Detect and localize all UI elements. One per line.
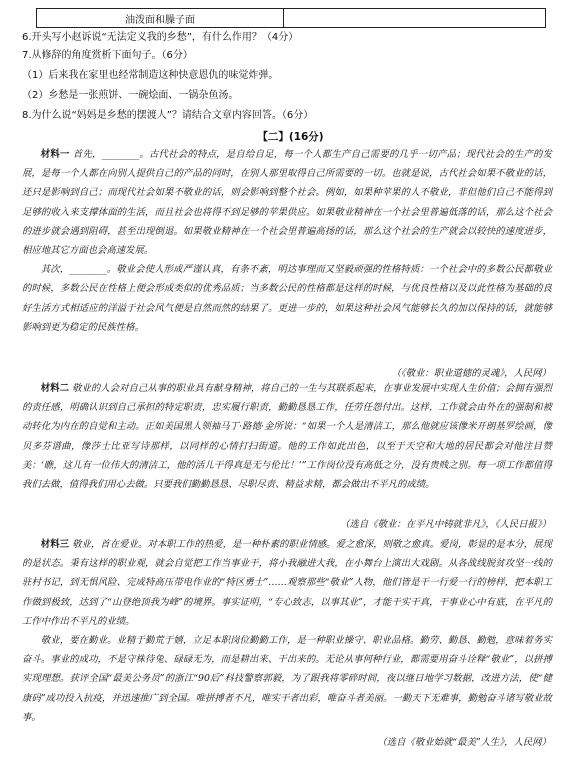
paragraph: 首先，________。古代社会的特点，是自给自足，每一个人都生产自己需要的几乎一切产品；现代社会的生产的发展，是每一个人都在向别人提供自己的产品的同时，在别人那里取得自己所需要的一切。也就是说，古代社会如果不敬业的话，还只是影响到自己；而现代社会如果不敬业的话，则会影响到整个社会。例如，如果种苹果的人不敬业，非但他们自己不能得到足够的收入来支撑体面的生活，而且社会也将得不到足够的苹果供应。如果敬业精神在一个社会里普遍低落的话，那么这个社会的进步就会遇到阻碍，甚至出现倒退。如果敬业精神在一个社会里普遍高扬的话，那么这个社会的生产就会以较快的速度进步，相应地其它方面也会高速发展。: [22, 149, 552, 257]
paragraph: 敬业，首在爱业。对本职工作的热爱，是一种朴素的职业情感。爱之愈深，则敬之愈真。爱岗，彰显的是本分，展现的是状态。秉有这样的职业观，就会自觉把工作当事业干，将小我融进大我，在小舞台上演出大戏剧。从各战线脱贫攻坚一线的驻村书记，到无惧风险、完成特高压带电作业的“特区勇士”……观察那些“敬业”人物，他们皆是干一行爱一行的榜样，把本职工作做到极致，达到了“山登绝顶我为峰”的境界。事实证明，“专心致志，以事其业”，才能干实干真，干事业心中有底，在平凡的工作中作出不平凡的业绩。: [22, 539, 552, 627]
question-7-item-1: （1）后来我在家里也经常制造这种快意恩仇的味觉炸弹。: [22, 70, 279, 81]
answer-table-row: [36, 8, 546, 28]
source-citation: （《敬业：职业道德的灵魂》，人民网）: [391, 368, 551, 379]
paragraph: 敬业，要在勤业。业精于勤荒于嬉，立足本职岗位勤勤工作，是一种职业操守、职业品格。勤劳、勤恳、勤勉，意味着务实奋斗。事业的成功，不是守株待兔、碌碌无为，而是耕出来、干出来的。无论从事何种行业，都需要用奋斗诠释“敬业”，以拼搏实现理想。获评全国“最美公务员”的浙江“90后”科技警察郭毅，为了跟我将零碎时间，夜以继日地学习数据，改进方法，使“健康码”成功投入抗疫，并迅速推广到全国。唯拼搏者不凡，唯实干者出彩，唯奋斗者美丽。一勤天下无难事，勤勉奋斗诸写敬业故事。: [22, 635, 552, 723]
question-6: 6.开头写小赵诉说“无法定义我的乡愁”，有什么作用？（4分）: [22, 32, 299, 43]
source-citation: （选自《敬业：在平凡中铸就非凡》，《人民日报》）: [340, 519, 551, 530]
question-7: 7.从修辞的角度赏析下面句子。（6分）: [22, 50, 193, 61]
material-label: 材料二: [40, 383, 70, 394]
material-3: [22, 535, 552, 727]
question-8: 8.为什么说“妈妈是乡愁的摆渡人”？请结合文章内容回答。（6分）: [22, 110, 314, 121]
table-cell: 油泼面和臊子面: [37, 9, 284, 27]
section-title: 【二】(16分): [257, 131, 324, 143]
paragraph: 其次，________。敬业会使人形成严谨认真，有条不紊，明达事理而又坚毅顽强的性格特质：一个社会中的多数公民都敬业的时候，多数公民在性格上便会形成类似的优秀品质；当多数公民的性格都是这样的时候，与优良性格以及以此性格为基础的良好生活方式相适应的洋溢于社会风气便是自然而然的结果了。更进一步的，如果这种社会风气能够长久的加以保持的话，就能够影响到更为稳定的民族性格。: [22, 264, 552, 333]
material-label: 材料一: [40, 149, 70, 160]
material-1: [22, 145, 552, 337]
paragraph: 敬业的人会对自己从事的职业具有献身精神，将自己的一生与其联系起来，在事业发展中实现人生价值；会拥有强烈的责任感，明确认识到自己承担的特定职责，忠实履行职责，勤勤恳恳工作，任劳任怨付出。这样，工作就会由外在的强制和被动转化为内在的自觉和主动。正如美国黑人领袖马丁·路德·金所说：“如果一个人是清洁工，那么他就应该像米开朗基罗绘画，像贝多芬谱曲，像莎士比亚写诗那样，以同样的心情打扫街道。他的工作如此出色，以至于天空和大地的居民都会对他注目赞美：‘瞧，这儿有一位伟大的清洁工，他的活儿干得真是无与伦比！’”工作岗位没有高低之分，没有贵贱之别。每一项工作都值得我们去做，值得我们用心去做。只要我们勤勤恳恳、尽职尽责、精益求精，都会做出不平凡的成绩。: [22, 383, 552, 491]
question-7-item-2: （2）乡愁是一张煎饼、一碗烩面、一锅杂鱼汤。: [22, 90, 239, 101]
source-citation: （选自《敬业始就“最美”人生》，人民网）: [377, 737, 551, 748]
material-label: 材料三: [40, 539, 70, 550]
table-cell-empty: [284, 9, 545, 27]
material-2: [22, 379, 552, 494]
